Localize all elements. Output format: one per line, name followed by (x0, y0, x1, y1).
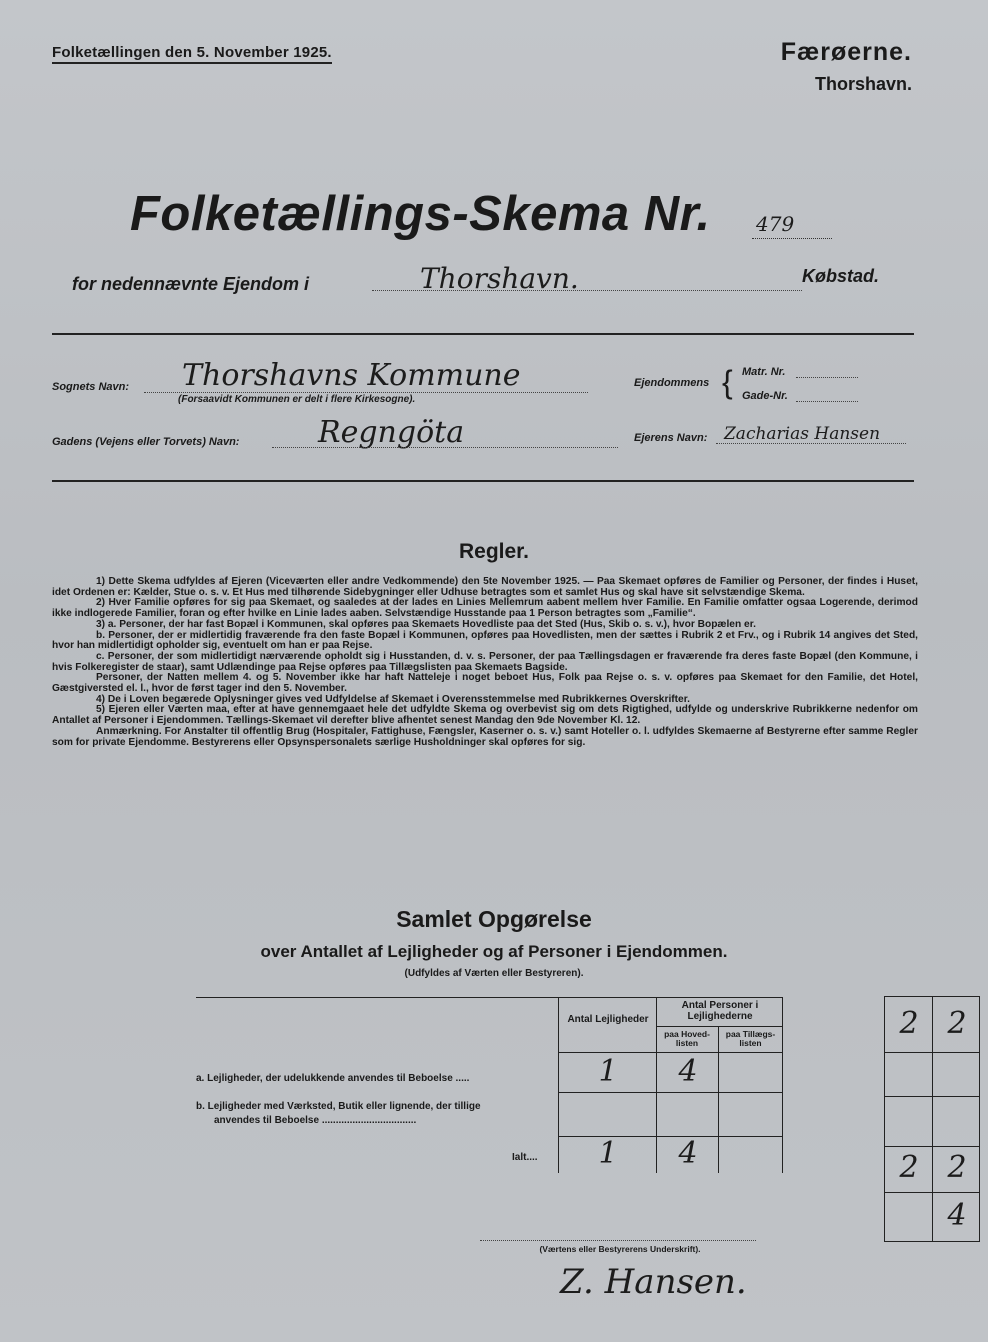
gade-label: Gade-Nr. (742, 390, 788, 402)
property-location-line (372, 290, 802, 291)
row-total-label: Ialt.... (512, 1152, 538, 1163)
table-header-line (558, 1052, 782, 1053)
parish-value: Thorshavns Kommune (182, 358, 521, 393)
rule-remark: Anmærkning. For Anstalter til offentlig Brug (Hospitaler, Fattighuse, Fængsler, Kaserner o. s. v.) samt Hoteller o. l. udfyldes Skemaerne af Bestyrerne efter samme Regler som for private Ejendomme. Bestyrerens eller Opsynspersonalets særlige Husholdninger skal opføres for sig. (52, 725, 918, 748)
table-top-line (196, 997, 782, 998)
total-main-list: 4 (678, 1136, 698, 1171)
tally-r1c2: 2 (947, 1006, 967, 1041)
signature-line (480, 1240, 756, 1241)
row-b-label: b. Lejligheder med Værksted, Butik eller lignende, der tillige (196, 1101, 481, 1112)
row-a-label: a. Lejligheder, der udelukkende anvendes til Beboelse ..... (196, 1073, 470, 1084)
town-heading: Thorshavn. (814, 74, 912, 94)
owner-line (716, 443, 906, 444)
col-main-list-header: paa Hoved-listen (664, 1029, 710, 1048)
matr-label: Matr. Nr. (742, 366, 786, 378)
gade-line (796, 401, 858, 402)
form-number: 479 (756, 212, 795, 236)
town-type-label: Købstad. (802, 266, 880, 286)
rule-3c: c. Personer, der som midlertidigt nærværende opholdt sig i Husstanden, d. v. s. Personer, der paa Tællingsdagen er fraværende fra deres faste Bopæl (den Kommune, i hvis Folkeregister de staar), samt Udlændinge paa Rejse opføres paa Tillægslisten paa Skemaets Bagside. (52, 650, 918, 673)
brace-icon: { (722, 364, 733, 400)
tally-r5c2: 4 (947, 1198, 967, 1233)
matr-line (796, 377, 858, 378)
divider-top (52, 333, 914, 335)
table-vline-1 (558, 997, 559, 1173)
summary-subheading: over Antallet af Lejligheder og af Personer i Ejendommen. (260, 942, 728, 961)
side-tally-hline-1 (884, 1052, 980, 1053)
divider-bottom (52, 480, 914, 482)
side-tally-hline-3 (884, 1146, 980, 1147)
parish-label: Sognets Navn: (52, 381, 130, 393)
region-heading: Færøerne. (780, 38, 912, 66)
side-tally-vline (932, 996, 933, 1242)
form-title: Folketællings-Skema Nr. (130, 187, 711, 241)
rule-3-note: Personer, der Natten mellem 4. og 5. November ikke har haft Natteleje i noget beboet Hus, Folk paa Rejse o. s. v. opføres paa Skemaet for den Familie, det Hotel, Gæstgiversted el. l., hvor de først tager ind den 5. November. (52, 672, 918, 695)
side-tally-hline-2 (884, 1096, 980, 1097)
property-label: Ejendommens (634, 377, 710, 389)
rules-text (52, 577, 918, 748)
parish-line (144, 392, 588, 393)
street-label: Gadens (Vejens eller Torvets) Navn: (52, 436, 240, 448)
col-persons-header: Antal Personer i Lejlighederne (681, 1000, 759, 1022)
row-b-label-cont: anvendes til Beboelse .................................. (214, 1115, 417, 1126)
table-vline-2 (656, 997, 657, 1173)
row-a-apartments: 1 (598, 1054, 618, 1089)
table-row-line-1 (558, 1092, 782, 1093)
tally-r1c1: 2 (899, 1006, 919, 1041)
signature: Z. Hansen. (560, 1262, 747, 1302)
tally-r4c1: 2 (899, 1150, 919, 1185)
property-location-value: Thorshavn. (420, 262, 579, 295)
rule-5: 5) Ejeren eller Værten maa, efter at have gennemgaaet hele det udfyldte Skema og overbevist sig om dets Rigtighed, udfylde og underskrive Rubrikkerne nedenfor om Antallet af Personer i Ejendommen. Tællings-Skemaet vil derefter blive afhentet senest Mandag den 9de November Kl. 12. (52, 704, 918, 727)
table-vline-3 (718, 1026, 719, 1173)
rule-4: 4) De i Loven begærede Oplysninger gives ved Udfyldelse af Skemaet i Overensstemmelse med Rubrikkernes Overskrifter. (96, 693, 690, 705)
summary-heading: Samlet Opgørelse (396, 906, 592, 932)
rule-2: 2) Hver Familie opføres for sig paa Skemaet, og saaledes at der lades en Linies Mellemrum aabent mellem hver Familie. En Familie omfatter ogsaa Logerende, derimod ikke indlogerede Familier, foran og efter hvilke en Linie lades aaben. Selvstændige Husstande paa 1 Person betragtes som „Familie“. (52, 597, 918, 620)
table-subhead-line (656, 1026, 782, 1027)
tally-r4c2: 2 (947, 1150, 967, 1185)
rules-heading: Regler. (458, 540, 530, 563)
row-a-main-list: 4 (678, 1054, 698, 1089)
side-tally-hline-4 (884, 1192, 980, 1193)
col-supp-list-header: paa Tillægs-listen (725, 1029, 776, 1048)
owner-label: Ejerens Navn: (634, 432, 708, 444)
rule-3a: 3) a. Personer, der har fast Bopæl i Kommunen, skal opføres paa Skemaets Hovedliste paa det Sted (Hus, Skib o. s. v.), hvor Bopælen er. (96, 618, 756, 630)
table-vline-4 (782, 997, 783, 1173)
rule-1: 1) Dette Skema udfyldes af Ejeren (Viceværten eller andre Vedkommende) den 5te November 1925. — Paa Skemaet opføres de Familier og Personer, der findes i Huset, idet Ordenen er: Kælder, Stue o. s. v. Et Hus med tilhørende Sidebygninger eller Udhuse betragtes som et samlet Hus og skal have sit selvstændige Skema. (52, 576, 918, 598)
property-location-label: for nedennævnte Ejendom i (72, 274, 310, 294)
parish-note: (Forsaavidt Kommunen er delt i flere Kirkesogne). (178, 394, 416, 405)
col-apartments-header: Antal Lejligheder (567, 1014, 649, 1025)
street-line (272, 447, 618, 448)
street-value: Regngöta (318, 415, 465, 450)
owner-value: Zacharias Hansen (724, 424, 881, 444)
form-number-line (752, 238, 832, 239)
signature-caption: (Værtens eller Bestyrerens Underskrift). (539, 1244, 701, 1254)
census-date-heading: Folketællingen den 5. November 1925. (52, 44, 332, 64)
summary-instruction: (Udfyldes af Værten eller Bestyreren). (404, 968, 584, 979)
rule-3b: b. Personer, der er midlertidig fraværende fra den faste Bopæl i Kommunen, opføres paa Hovedlisten, men der sættes i Rubrik 2 et Frv., og i Rubrik 14 angives det Sted, hvor han midlertidigt opholder sig, eventuelt om han er paa Rejse. (52, 629, 918, 652)
total-apartments: 1 (598, 1136, 618, 1171)
